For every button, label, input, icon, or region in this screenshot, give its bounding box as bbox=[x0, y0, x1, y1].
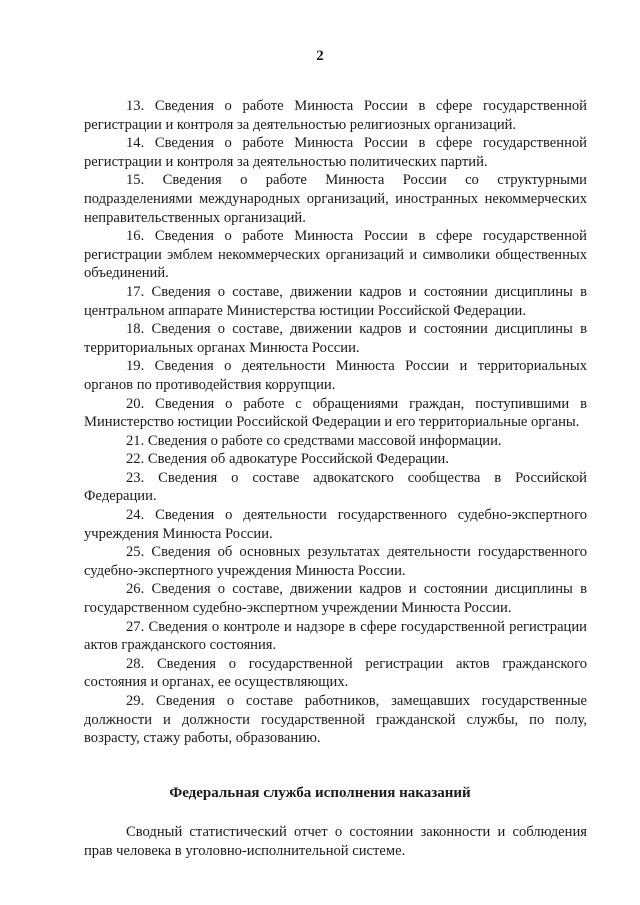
list-item: 27. Сведения о контроле и надзоре в сфере государственной регистрации актов гражданского состояния. bbox=[84, 618, 587, 654]
page-number: 2 bbox=[316, 48, 324, 64]
items-list bbox=[84, 97, 587, 748]
list-item: 24. Сведения о деятельности государственного судебно-экспертного учреждения Минюста России. bbox=[84, 507, 587, 542]
list-item: 15. Сведения о работе Минюста России со структурными подразделениями международных организаций, иностранных некоммерческих неправительственных организаций. bbox=[84, 172, 587, 226]
list-item: 23. Сведения о составе адвокатского сообщества в Российской Федерации. bbox=[84, 469, 587, 505]
list-item: 17. Сведения о составе, движении кадров и состоянии дисциплины в центральном аппарате Министерства юстиции Российской Федерации. bbox=[84, 283, 587, 319]
list-item: 21. Сведения о работе со средствами массовой информации. bbox=[126, 432, 502, 449]
list-item: 29. Сведения о составе работников, замещавших государственные должности и должности государственной гражданской службы, по полу, возрасту, стажу работы, образованию. bbox=[84, 693, 587, 747]
list-item: 19. Сведения о деятельности Минюста России и территориальных органов по противодействия коррупции. bbox=[84, 358, 587, 393]
list-item: 14. Сведения о работе Минюста России в сфере государственной регистрации и контроля за деятельностью политических партий. bbox=[84, 135, 587, 170]
list-item: 16. Сведения о работе Минюста России в сфере государственной регистрации эмблем некоммерческих организаций и символики общественных объединений. bbox=[84, 228, 587, 282]
section-heading: Федеральная служба исполнения наказаний bbox=[169, 785, 471, 801]
list-item: 26. Сведения о составе, движении кадров и состоянии дисциплины в государственном судебно-экспертном учреждении Минюста России. bbox=[84, 581, 587, 617]
list-item: 28. Сведения о государственной регистрации актов гражданского состояния и органах, ее осуществляющих. bbox=[84, 655, 587, 691]
section-body: Сводный статистический отчет о состоянии законности и соблюдения прав человека в уголовно-исполнительной системе. bbox=[84, 824, 587, 859]
list-item: 20. Сведения о работе с обращениями граждан, поступившими в Министерство юстиции Российской Федерации и его территориальные органы. bbox=[84, 395, 587, 431]
list-item: 13. Сведения о работе Минюста России в сфере государственной регистрации и контроля за деятельностью религиозных организаций. bbox=[84, 98, 587, 133]
list-item: 22. Сведения об адвокатуре Российской Федерации. bbox=[126, 451, 449, 468]
list-item: 25. Сведения об основных результатах деятельности государственного судебно-экспертного учреждения Минюста России. bbox=[84, 544, 587, 579]
list-item: 18. Сведения о составе, движении кадров и состоянии дисциплины в территориальных органах Минюста России. bbox=[84, 321, 587, 356]
